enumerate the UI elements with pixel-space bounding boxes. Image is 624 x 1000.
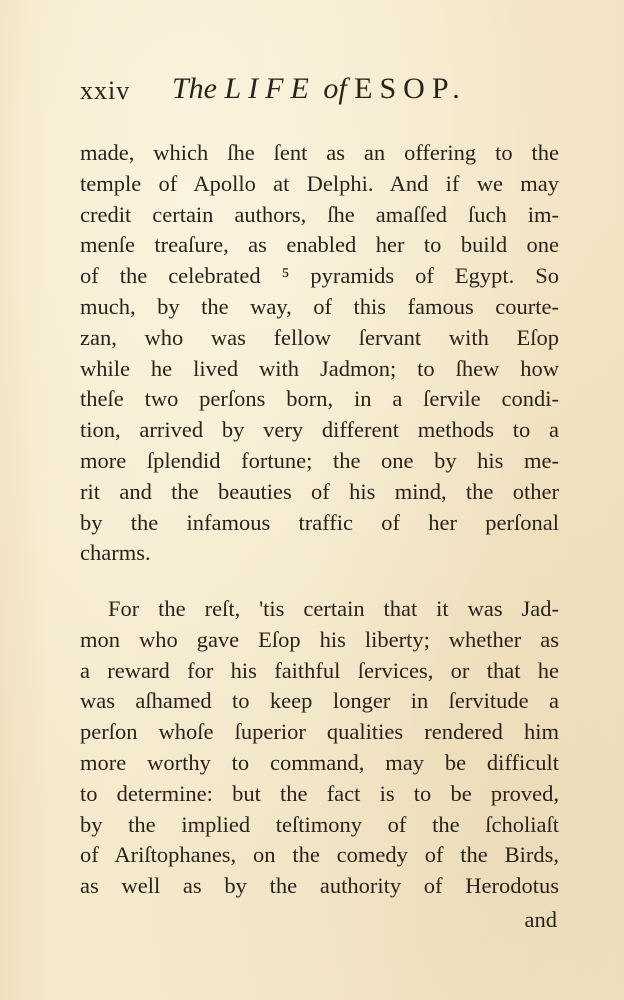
text-line: menſe treaſure, as enabled her to build one xyxy=(80,232,559,258)
text-line: to determine: but the fact is to be proved, xyxy=(80,780,559,806)
catchword: and xyxy=(524,907,557,932)
title-of: of xyxy=(323,72,347,105)
text-line: charms. xyxy=(80,540,151,566)
text-line: zan, who was fellow ſervant with Eſop xyxy=(80,324,559,350)
paragraph-2 xyxy=(80,594,559,902)
running-title xyxy=(172,72,467,106)
title-esop: ESOP. xyxy=(354,72,467,105)
text-line: much, by the way, of this famous courte- xyxy=(80,293,559,319)
text-line: of Ariſtophanes, on the comedy of the Birds, xyxy=(80,842,559,868)
text-line: perſon whoſe ſuperior qualities rendered him xyxy=(80,719,559,745)
title-life: LIFE xyxy=(224,72,316,105)
text-line: more worthy to command, may be difficult xyxy=(80,749,559,775)
text-line: For the reſt, 'tis certain that it was Jad- xyxy=(108,596,559,621)
text-line: as well as by the authority of Herodotus xyxy=(80,873,559,899)
text-line: while he lived with Jadmon; to ſhew how xyxy=(80,355,559,381)
text-line: by the implied teſtimony of the ſcholiaſt xyxy=(80,811,559,837)
text-line: more ſplendid fortune; the one by his me- xyxy=(80,447,559,473)
paragraph-1 xyxy=(80,138,559,569)
text-line: credit certain authors, ſhe amaſſed ſuch im- xyxy=(80,201,559,227)
title-the: The xyxy=(172,72,217,105)
text-line: tion, arrived by very different methods to a xyxy=(80,417,559,443)
text-line: temple of Apollo at Delphi. And if we may xyxy=(80,170,559,196)
text-line: a reward for his faithful ſervices, or that he xyxy=(80,657,559,683)
text-line: theſe two perſons born, in a ſervile condi- xyxy=(80,386,559,412)
text-line: rit and the beauties of his mind, the other xyxy=(80,478,559,504)
running-header xyxy=(80,72,560,112)
text-line: mon who gave Eſop his liberty; whether as xyxy=(80,626,559,652)
text-line: of the celebrated ⁵ pyramids of Egypt. So xyxy=(80,263,559,289)
text-line: was aſhamed to keep longer in ſervitude a xyxy=(80,688,559,714)
text-line: made, which ſhe ſent as an offering to the xyxy=(80,140,559,165)
page-number: xxiv xyxy=(80,76,131,105)
text-line: by the infamous traffic of her perſonal xyxy=(80,509,559,535)
